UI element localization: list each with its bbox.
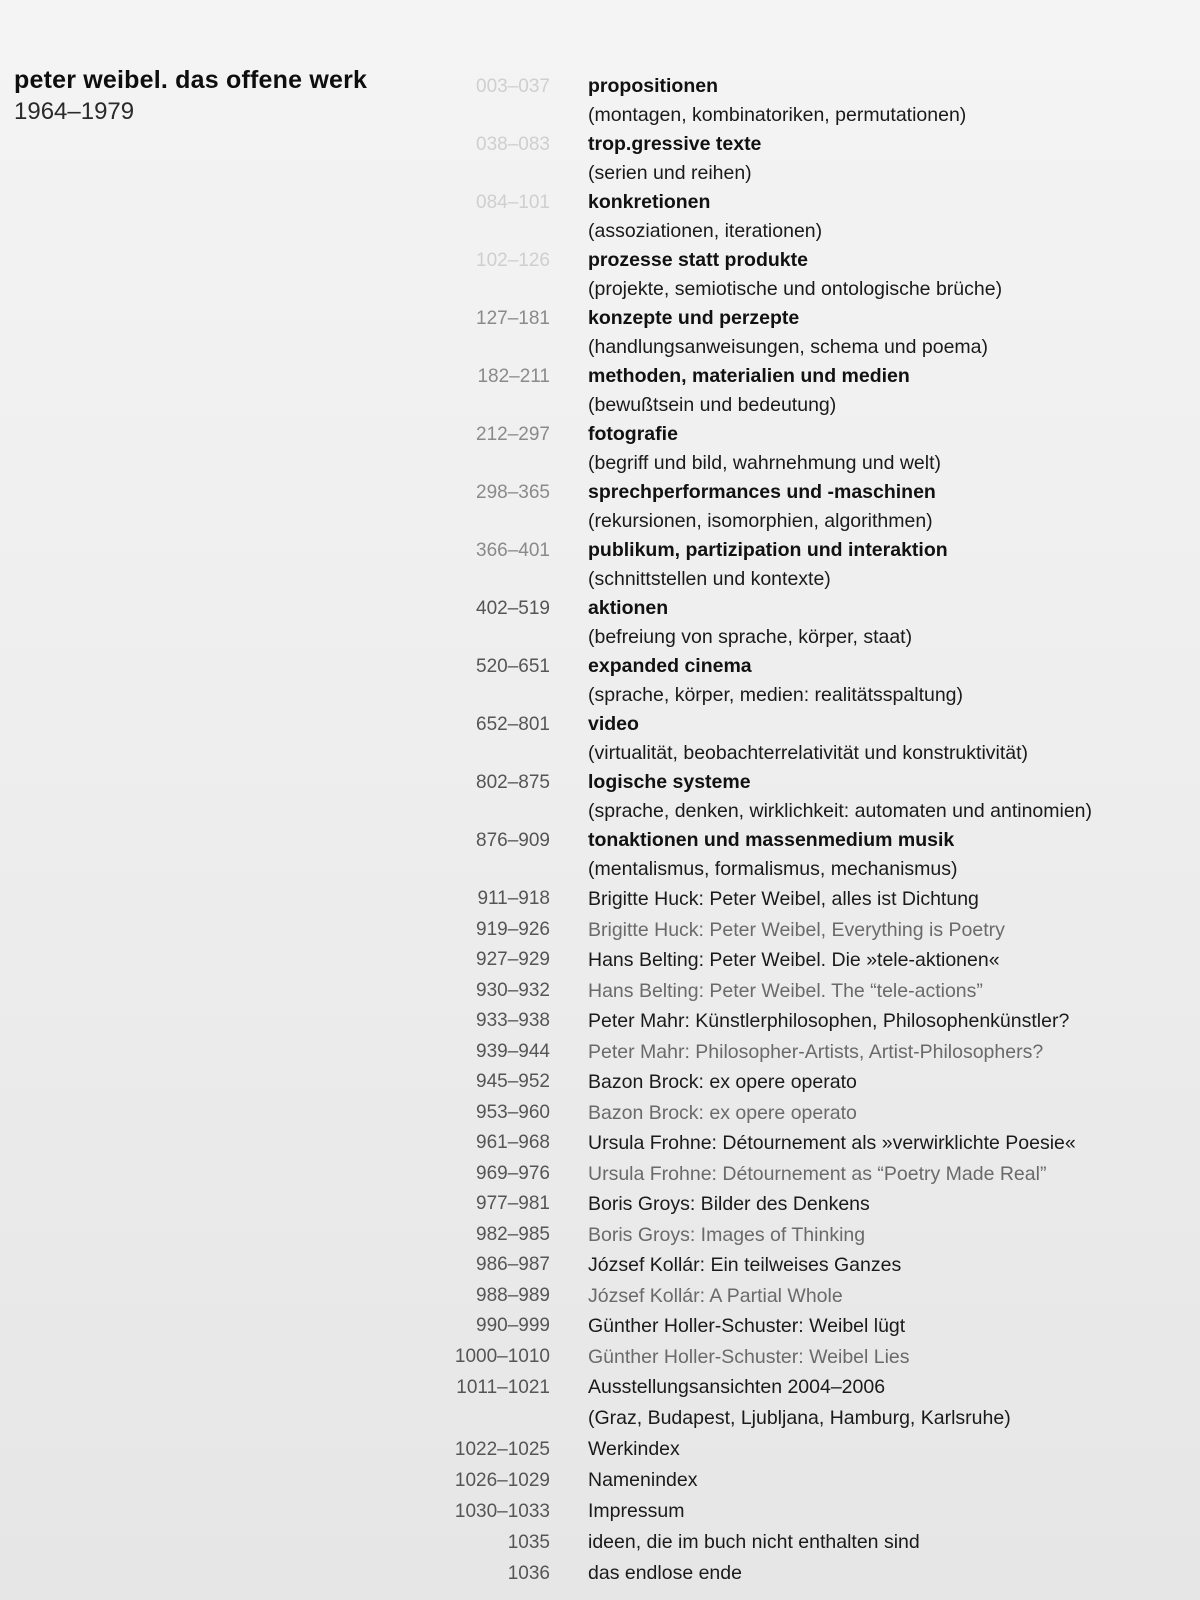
essay-title: Günther Holler-Schuster: Weibel Lies — [588, 1345, 910, 1368]
appendix-title: Ausstellungsansichten 2004–2006 — [588, 1376, 886, 1398]
page-range: 127–181 — [476, 308, 550, 329]
section-title: logische systeme — [588, 771, 751, 793]
essay-title: József Kollár: A Partial Whole — [588, 1284, 843, 1307]
toc-section — [440, 188, 1180, 246]
essay-title: Brigitte Huck: Peter Weibel, Everything is Poetry — [588, 918, 1005, 941]
page-range: 990–999 — [476, 1315, 550, 1336]
toc-appendix — [440, 1496, 1180, 1527]
section-title: fotografie — [588, 423, 678, 445]
page-range: 961–968 — [476, 1132, 550, 1153]
toc-section — [440, 710, 1180, 768]
toc-essay — [440, 1098, 1180, 1129]
section-title: aktionen — [588, 597, 669, 619]
appendix-title: Werkindex — [588, 1438, 680, 1460]
toc-section — [440, 594, 1180, 652]
toc-section — [440, 72, 1180, 130]
toc-essay — [440, 976, 1180, 1007]
toc-section — [440, 130, 1180, 188]
essay-title: Bazon Brock: ex opere operato — [588, 1101, 857, 1124]
section-title: sprechperformances und -maschinen — [588, 481, 936, 503]
toc-essay — [440, 1220, 1180, 1251]
appendix-subtitle: (Graz, Budapest, Ljubljana, Hamburg, Karlsruhe) — [588, 1407, 1011, 1429]
toc-section — [440, 420, 1180, 478]
toc-essay — [440, 1128, 1180, 1159]
book-title: peter weibel. das offene werk — [14, 66, 368, 94]
essay-title: Hans Belting: Peter Weibel. The “tele-actions” — [588, 979, 983, 1002]
table-of-contents — [440, 72, 1180, 1589]
essay-title: Brigitte Huck: Peter Weibel, alles ist Dichtung — [588, 888, 979, 910]
essay-title: Peter Mahr: Künstlerphilosophen, Philosophenkünstler? — [588, 1010, 1070, 1032]
section-subtitle: (assoziationen, iterationen) — [588, 220, 823, 242]
page-range: 977–981 — [476, 1193, 550, 1214]
essay-title: Ursula Frohne: Détournement as “Poetry Made Real” — [588, 1162, 1047, 1185]
section-subtitle: (befreiung von sprache, körper, staat) — [588, 626, 913, 648]
section-subtitle: (projekte, semiotische und ontologische brüche) — [588, 278, 1003, 300]
toc-essay — [440, 1311, 1180, 1342]
toc-section — [440, 304, 1180, 362]
page-range: 927–929 — [476, 949, 550, 970]
toc-essay — [440, 915, 1180, 946]
page-range: 1036 — [507, 1563, 550, 1584]
section-title: video — [588, 713, 639, 735]
page-range: 1000–1010 — [454, 1345, 550, 1367]
page-range: 298–365 — [476, 482, 550, 503]
page-range: 876–909 — [476, 830, 550, 851]
page-range: 1022–1025 — [454, 1439, 550, 1460]
toc-appendix — [440, 1558, 1180, 1589]
appendix-title: ideen, die im buch nicht enthalten sind — [588, 1531, 920, 1553]
toc-section — [440, 826, 1180, 884]
toc-essay — [440, 1006, 1180, 1037]
section-subtitle: (mentalismus, formalismus, mechanismus) — [588, 858, 958, 880]
essay-title: Peter Mahr: Philosopher-Artists, Artist-Philosophers? — [588, 1040, 1044, 1063]
section-subtitle: (rekursionen, isomorphien, algorithmen) — [588, 510, 933, 532]
toc-section — [440, 478, 1180, 536]
section-subtitle: (montagen, kombinatoriken, permutationen) — [588, 104, 967, 126]
page-range: 1030–1033 — [454, 1501, 550, 1522]
appendix-title: das endlose ende — [588, 1562, 742, 1584]
section-title: methoden, materialien und medien — [588, 365, 910, 387]
page-range: 939–944 — [476, 1040, 550, 1062]
toc-essay — [440, 1342, 1180, 1373]
page-range: 102–126 — [476, 250, 550, 271]
essay-title: József Kollár: Ein teilweises Ganzes — [588, 1254, 902, 1276]
section-subtitle: (schnittstellen und kontexte) — [588, 568, 831, 590]
page-range: 953–960 — [476, 1101, 550, 1123]
essay-title: Boris Groys: Bilder des Denkens — [588, 1193, 870, 1215]
page-range: 930–932 — [476, 979, 550, 1001]
page-range: 182–211 — [477, 366, 550, 387]
toc-essay — [440, 1037, 1180, 1068]
toc-essay — [440, 1159, 1180, 1190]
section-subtitle: (serien und reihen) — [588, 162, 752, 184]
section-title: propositionen — [588, 75, 718, 97]
page-range: 366–401 — [476, 540, 550, 561]
section-subtitle: (begriff und bild, wahrnehmung und welt) — [588, 452, 942, 474]
page-range: 945–952 — [476, 1071, 550, 1092]
toc-essay — [440, 945, 1180, 976]
page-range: 986–987 — [476, 1254, 550, 1275]
page-range: 982–985 — [476, 1223, 550, 1245]
page-range: 911–918 — [477, 888, 550, 909]
page-range: 1026–1029 — [454, 1470, 550, 1491]
page-range: 652–801 — [476, 714, 550, 735]
section-title: trop.gressive texte — [588, 133, 762, 155]
section-subtitle: (sprache, denken, wirklichkeit: automaten und antinomien) — [588, 800, 1093, 822]
essay-title: Günther Holler-Schuster: Weibel lügt — [588, 1315, 906, 1337]
essay-title: Boris Groys: Images of Thinking — [588, 1223, 866, 1246]
appendix-title: Namenindex — [588, 1469, 698, 1491]
toc-appendix — [440, 1527, 1180, 1558]
page-range: 402–519 — [476, 598, 550, 619]
essay-title: Bazon Brock: ex opere operato — [588, 1071, 857, 1093]
toc-section — [440, 246, 1180, 304]
page-range: 988–989 — [476, 1284, 550, 1306]
section-title: prozesse statt produkte — [588, 249, 808, 271]
toc-essay — [440, 1281, 1180, 1312]
page-range: 919–926 — [476, 918, 550, 940]
page-range: 038–083 — [476, 134, 550, 155]
page-range: 520–651 — [476, 656, 550, 677]
page-range: 969–976 — [476, 1162, 550, 1184]
page-range: 1035 — [507, 1532, 550, 1553]
toc-essay — [440, 1067, 1180, 1098]
title-block — [14, 64, 367, 128]
essay-title: Hans Belting: Peter Weibel. Die »tele-aktionen« — [588, 949, 1000, 971]
section-subtitle: (bewußtsein und bedeutung) — [588, 394, 837, 416]
book-years: 1964–1979 — [14, 98, 135, 125]
appendix-title: Impressum — [588, 1500, 685, 1522]
section-title: expanded cinema — [588, 655, 752, 677]
section-subtitle: (handlungsanweisungen, schema und poema) — [588, 336, 989, 358]
page-range: 1011–1021 — [456, 1377, 550, 1398]
section-subtitle: (virtualität, beobachterrelativität und konstruktivität) — [588, 742, 1029, 764]
toc-essay — [440, 1250, 1180, 1281]
toc-section — [440, 536, 1180, 594]
toc-essay — [440, 1189, 1180, 1220]
essay-title: Ursula Frohne: Détournement als »verwirklichte Poesie« — [588, 1132, 1076, 1154]
section-title: tonaktionen und massenmedium musik — [588, 829, 955, 851]
section-title: konkretionen — [588, 191, 711, 213]
toc-appendix — [440, 1434, 1180, 1465]
page-range: 212–297 — [476, 424, 550, 445]
toc-appendix — [440, 1372, 1180, 1434]
section-title: publikum, partizipation und interaktion — [588, 539, 948, 561]
toc-section — [440, 768, 1180, 826]
toc-section — [440, 362, 1180, 420]
toc-appendix — [440, 1465, 1180, 1496]
toc-section — [440, 652, 1180, 710]
page-range: 933–938 — [476, 1010, 550, 1031]
section-title: konzepte und perzepte — [588, 307, 800, 329]
toc-essay — [440, 884, 1180, 915]
page-range: 084–101 — [476, 192, 550, 213]
page-range: 802–875 — [476, 772, 550, 793]
page-range: 003–037 — [476, 76, 550, 97]
section-subtitle: (sprache, körper, medien: realitätsspaltung) — [588, 684, 964, 706]
